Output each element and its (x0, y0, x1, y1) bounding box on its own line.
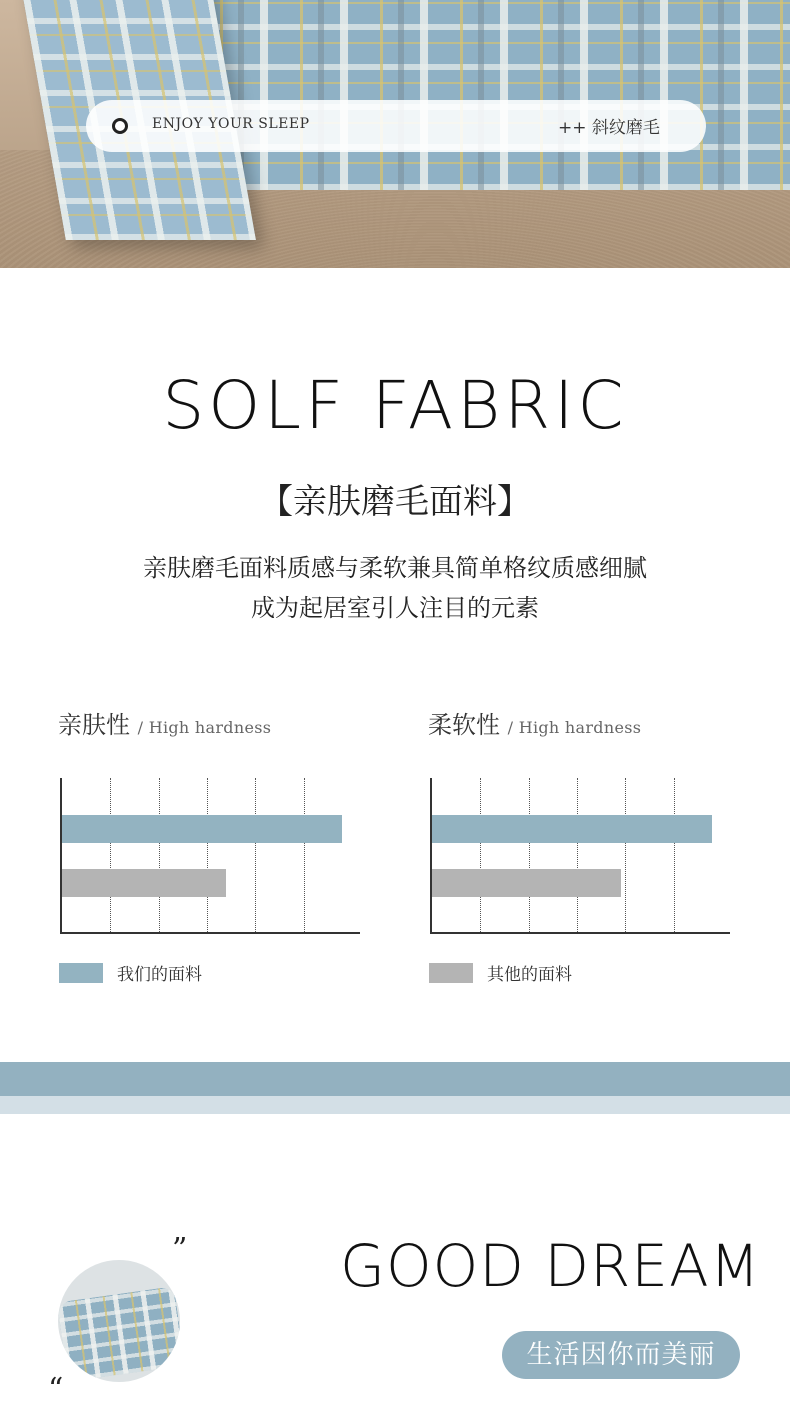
bar-ours (432, 815, 712, 843)
chart-title-soft (428, 705, 641, 740)
dream-title: GOOD DREAM (340, 1232, 761, 1300)
chart-title-skin-en: / High hardness (137, 718, 272, 737)
divider-band (0, 1062, 790, 1096)
legend-swatch-ours (59, 963, 103, 983)
slogan-text: ENJOY YOUR SLEEP (152, 116, 310, 132)
gridline (480, 778, 481, 932)
ring-dot-icon (112, 118, 128, 134)
legend-ours (59, 960, 202, 985)
plaid-bedsheet (180, 0, 790, 190)
gridline (159, 778, 160, 932)
chart-title-soft-en: / High hardness (507, 718, 642, 737)
fabric-title: SOLF FABRIC (162, 367, 628, 444)
closing-quote-mark: ” (172, 1232, 188, 1267)
bar-other (432, 869, 621, 897)
dream-slogan-badge: 生活因你而美丽 (502, 1331, 740, 1379)
plaid-pillow (58, 1286, 180, 1382)
legend-label-other: 其他的面料 (487, 965, 572, 985)
gridline (625, 778, 626, 932)
description-line-1: 亲肤磨毛面料质感与柔软兼具简单格纹质感细腻 (143, 554, 647, 582)
y-axis (60, 778, 62, 934)
bar-other (62, 869, 226, 897)
legend-swatch-other (429, 963, 473, 983)
chart-title-skin-cn: 亲肤性 (58, 711, 130, 739)
softness-chart (430, 778, 730, 934)
bar-ours (62, 815, 342, 843)
legend-label-ours: 我们的面料 (117, 965, 202, 985)
gridline (304, 778, 305, 932)
gridline (529, 778, 530, 932)
x-axis (430, 932, 730, 934)
y-axis (430, 778, 432, 934)
fabric-description (0, 548, 790, 628)
gridline (110, 778, 111, 932)
gridline (577, 778, 578, 932)
chart-title-soft-cn: 柔软性 (428, 711, 500, 739)
x-axis (60, 932, 360, 934)
gridline (674, 778, 675, 932)
skin-friendliness-chart (60, 778, 360, 934)
hero-photo (0, 0, 790, 268)
pillow-photo (58, 1260, 180, 1382)
opening-quote-mark: “ (48, 1372, 64, 1407)
divider-band-light (0, 1096, 790, 1114)
legend-other (429, 960, 572, 985)
fabric-tag: ++ 斜纹磨毛 (558, 118, 660, 138)
gridline (255, 778, 256, 932)
gridline (207, 778, 208, 932)
chart-title-skin (58, 705, 271, 740)
description-line-2: 成为起居室引人注目的元素 (251, 594, 539, 622)
fabric-subtitle: 【亲肤磨毛面料】 (259, 482, 531, 522)
